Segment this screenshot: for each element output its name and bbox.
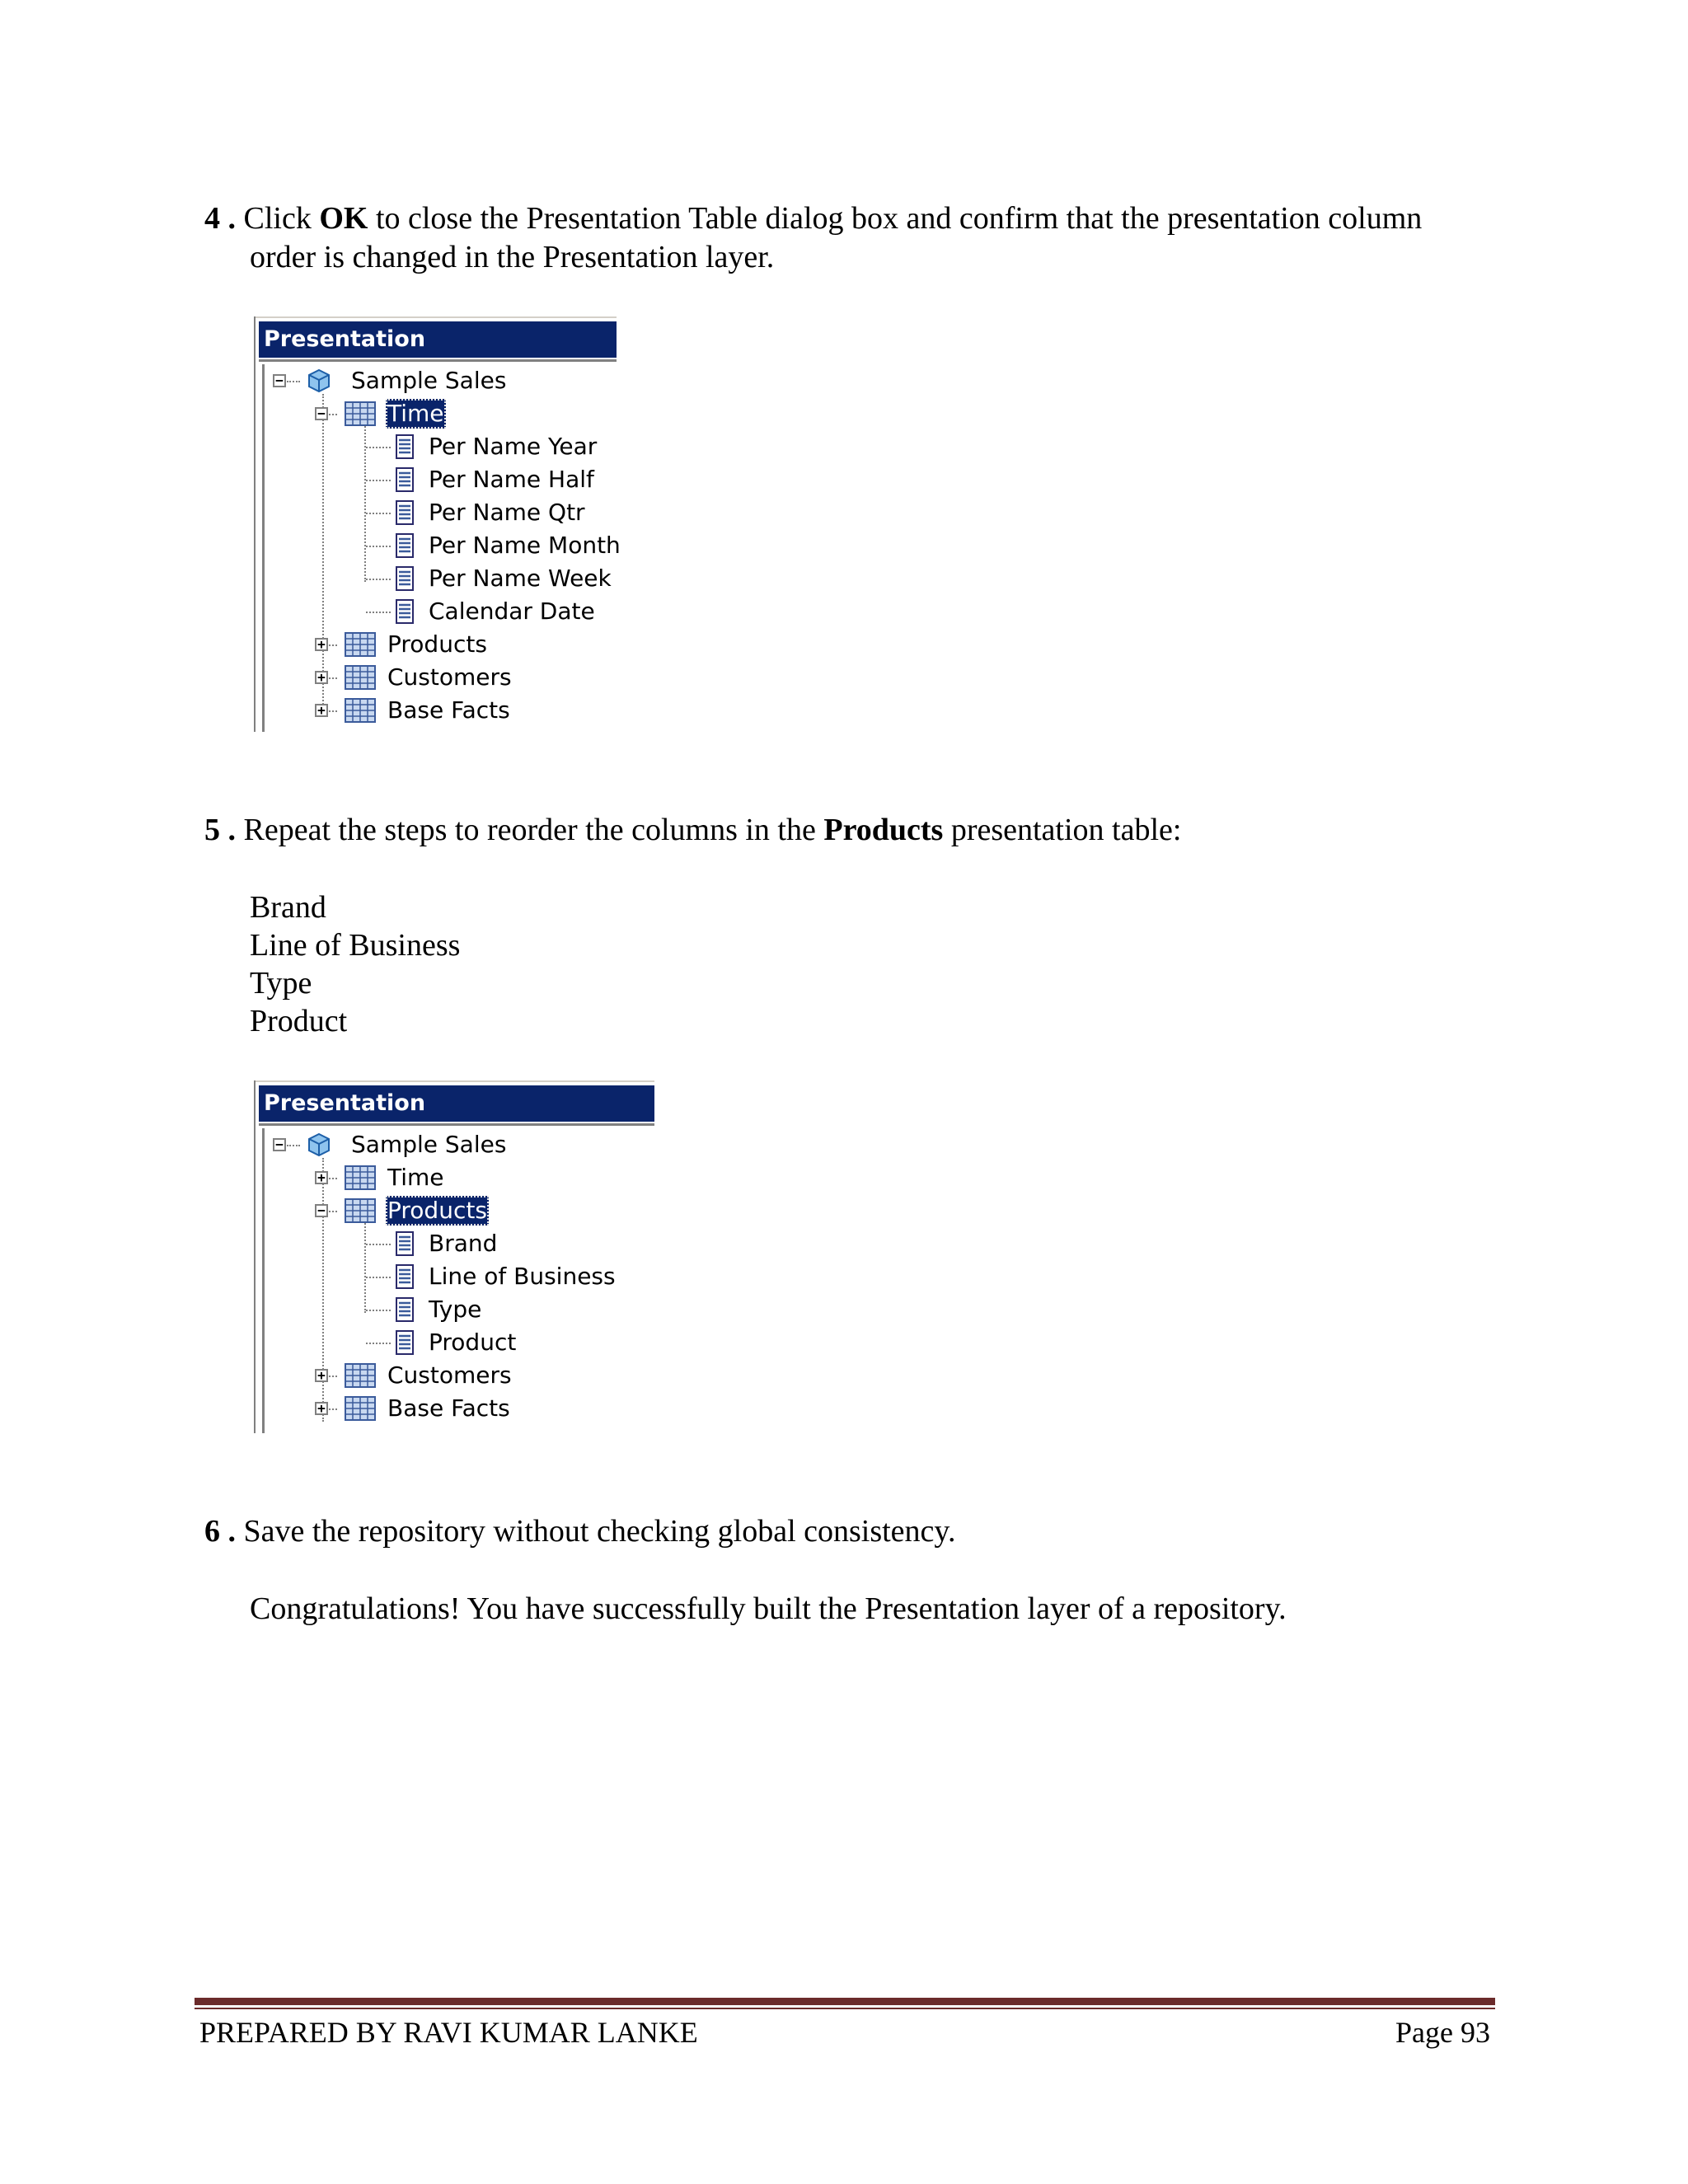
tree-node-column[interactable]	[254, 595, 617, 628]
collapse-toggle-icon[interactable]: −	[273, 374, 286, 387]
column-label: Per Name Week	[429, 565, 612, 592]
presentation-tree-screenshot-1	[254, 316, 621, 732]
expand-toggle-icon[interactable]: +	[315, 1402, 328, 1415]
tree-node-column[interactable]	[254, 430, 617, 463]
column-icon	[396, 1297, 414, 1322]
step-6-text: 6 . Save the repository without checking global consistency.	[204, 1514, 956, 1549]
tree-node-table[interactable]	[254, 694, 617, 727]
tree-label-selected-table[interactable]: Time	[387, 400, 444, 427]
collapse-toggle-icon[interactable]: −	[315, 407, 328, 420]
cube-icon	[307, 368, 331, 393]
column-icon	[396, 467, 414, 492]
table-label: Products	[387, 630, 487, 658]
expand-toggle-icon[interactable]: +	[315, 638, 328, 651]
column-icon	[396, 533, 414, 558]
cube-icon	[307, 1132, 331, 1157]
tree-node-table[interactable]	[254, 1359, 654, 1392]
column-icon	[396, 500, 414, 525]
column-icon	[396, 566, 414, 591]
tree-node-column[interactable]	[254, 496, 617, 529]
table-icon	[345, 698, 376, 723]
column-label: Per Name Month	[429, 532, 621, 559]
page-number: Page 93	[1395, 2016, 1490, 2049]
products-emphasis: Products	[823, 813, 944, 847]
expand-toggle-icon[interactable]: +	[315, 704, 328, 717]
step-5-number: 5 .	[204, 813, 236, 847]
column-label: Calendar Date	[429, 598, 595, 625]
column-label: Per Name Qtr	[429, 499, 585, 526]
column-icon	[396, 1330, 414, 1355]
presentation-panel-title: Presentation	[259, 1085, 654, 1122]
column-label: Line of Business	[429, 1263, 616, 1290]
table-icon	[345, 401, 376, 426]
tree-node-sample-sales[interactable]	[254, 364, 617, 397]
congratulations-text: Congratulations! You have successfully built the Presentation layer of a repository.	[250, 1591, 1287, 1626]
tree-label-root: Sample Sales	[351, 1131, 507, 1158]
table-label: Time	[387, 1164, 444, 1191]
step-4-text-line2: order is changed in the Presentation layer.	[250, 240, 775, 274]
tree-node-column[interactable]	[254, 1227, 654, 1260]
table-icon	[345, 1396, 376, 1421]
table-label: Base Facts	[387, 1394, 510, 1422]
column-label: Per Name Half	[429, 466, 594, 493]
column-label: Per Name Year	[429, 433, 598, 460]
expand-toggle-icon[interactable]: +	[315, 671, 328, 684]
column-icon	[396, 1264, 414, 1289]
column-order-item: Product	[250, 1004, 348, 1038]
column-icon	[396, 1231, 414, 1256]
collapse-toggle-icon[interactable]: −	[315, 1204, 328, 1217]
table-icon	[345, 632, 376, 657]
table-icon	[345, 1198, 376, 1223]
column-icon	[396, 599, 414, 624]
step-6-number: 6 .	[204, 1514, 236, 1549]
tree-node-table[interactable]	[254, 628, 617, 661]
tree-node-time[interactable]	[254, 1161, 654, 1194]
tree-node-column[interactable]	[254, 562, 617, 595]
step-4-text: 4 . Click OK to close the Presentation Table dialog box and confirm that the presentation column	[204, 201, 1423, 236]
footer-rule-thin	[195, 2008, 1495, 2009]
column-label: Type	[429, 1296, 482, 1323]
tree-node-column[interactable]	[254, 529, 621, 562]
tree-node-sample-sales[interactable]	[254, 1128, 654, 1161]
table-label: Base Facts	[387, 696, 510, 724]
tree-node-table[interactable]	[254, 661, 617, 694]
table-icon	[345, 1363, 376, 1388]
expand-toggle-icon[interactable]: +	[315, 1369, 328, 1382]
footer-rule	[195, 1998, 1495, 2005]
collapse-toggle-icon[interactable]: −	[273, 1138, 286, 1151]
expand-toggle-icon[interactable]: +	[315, 1171, 328, 1184]
tree-node-column[interactable]	[254, 1326, 654, 1359]
tree-node-products[interactable]	[254, 1194, 654, 1227]
tree-node-column[interactable]	[254, 1293, 654, 1326]
tree-node-column[interactable]	[254, 463, 617, 496]
presentation-tree-screenshot-2	[254, 1080, 654, 1433]
tree-node-column[interactable]	[254, 1260, 654, 1293]
column-label: Product	[429, 1329, 517, 1356]
column-order-item: Type	[250, 966, 312, 1001]
tree-label-root: Sample Sales	[351, 367, 507, 394]
table-label: Customers	[387, 1361, 512, 1389]
column-order-item: Brand	[250, 890, 326, 925]
footer-author: PREPARED BY RAVI KUMAR LANKE	[199, 2016, 698, 2049]
ok-emphasis: OK	[319, 201, 368, 236]
tree-node-table[interactable]	[254, 1392, 654, 1425]
tree-node-time[interactable]	[254, 397, 617, 430]
column-icon	[396, 434, 414, 459]
table-label: Customers	[387, 663, 512, 691]
table-icon	[345, 1165, 376, 1190]
presentation-panel-title: Presentation	[259, 321, 617, 358]
column-label: Brand	[429, 1230, 498, 1257]
step-4-number: 4 .	[204, 201, 236, 236]
table-icon	[345, 665, 376, 690]
column-order-item: Line of Business	[250, 928, 461, 963]
tree-label-selected-table[interactable]: Products	[387, 1197, 487, 1224]
step-5-text: 5 . Repeat the steps to reorder the columns in the Products presentation table:	[204, 813, 1182, 847]
